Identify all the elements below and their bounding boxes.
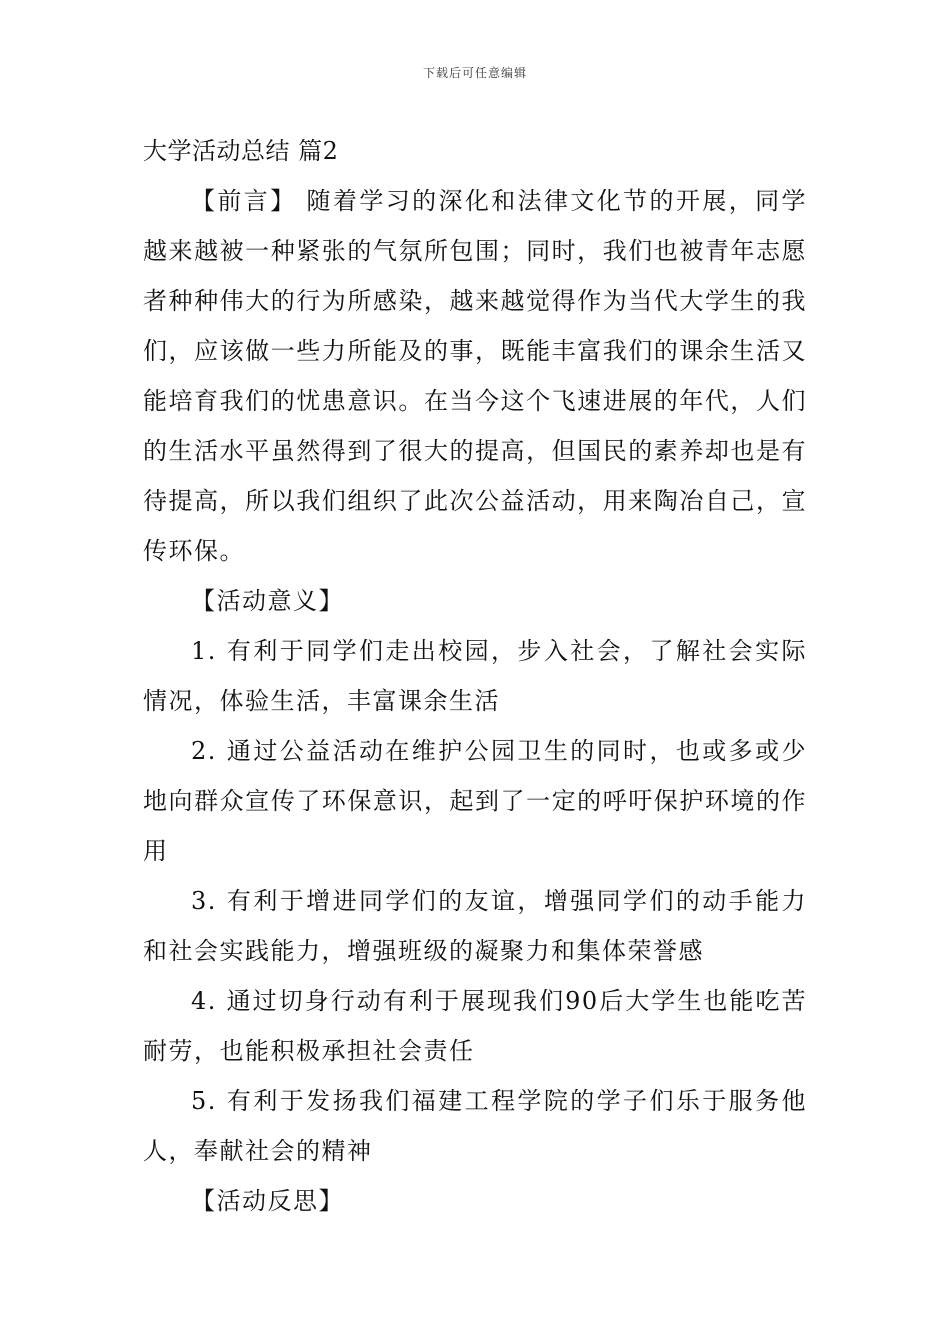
header-note: 下载后可任意编辑 (422, 66, 527, 80)
significance-item-1: 1. 有利于同学们走出校园，步入社会，了解社会实际情况，体验生活，丰富课余生活 (143, 637, 807, 715)
document-title: 大学活动总结 篇2 (143, 137, 339, 165)
document-body (143, 126, 807, 1226)
significance-item-3: 3. 有利于增进同学们的友谊，增强同学们的动手能力和社会实践能力，增强班级的凝聚力和集体荣誉感 (143, 887, 807, 965)
significance-item-2: 2. 通过公益活动在维护公园卫生的同时，也或多或少地向群众宣传了环保意识，起到了一定的呼吁保护环境的作用 (143, 737, 807, 865)
preface-paragraph: 【前言】 随着学习的深化和法律文化节的开展，同学越来越被一种紧张的气氛所包围；同时，我们也被青年志愿者种种伟大的行为所感染，越来越觉得作为当代大学生的我们，应该做一些力所能及的事，既能丰富我们的课余生活又能培育我们的忧患意识。在当今这个飞速进展的年代，人们的生活水平虽然得到了很大的提高，但国民的素养却也是有待提高，所以我们组织了此次公益活动，用来陶冶自己，宣传环保。 (143, 187, 807, 565)
significance-item-5: 5. 有利于发扬我们福建工程学院的学子们乐于服务他人，奉献社会的精神 (143, 1087, 807, 1165)
significance-heading: 【活动意义】 (191, 587, 344, 615)
significance-item-4: 4. 通过切身行动有利于展现我们90后大学生也能吃苦耐劳，也能积极承担社会责任 (143, 987, 807, 1065)
reflection-heading: 【活动反思】 (191, 1187, 344, 1215)
